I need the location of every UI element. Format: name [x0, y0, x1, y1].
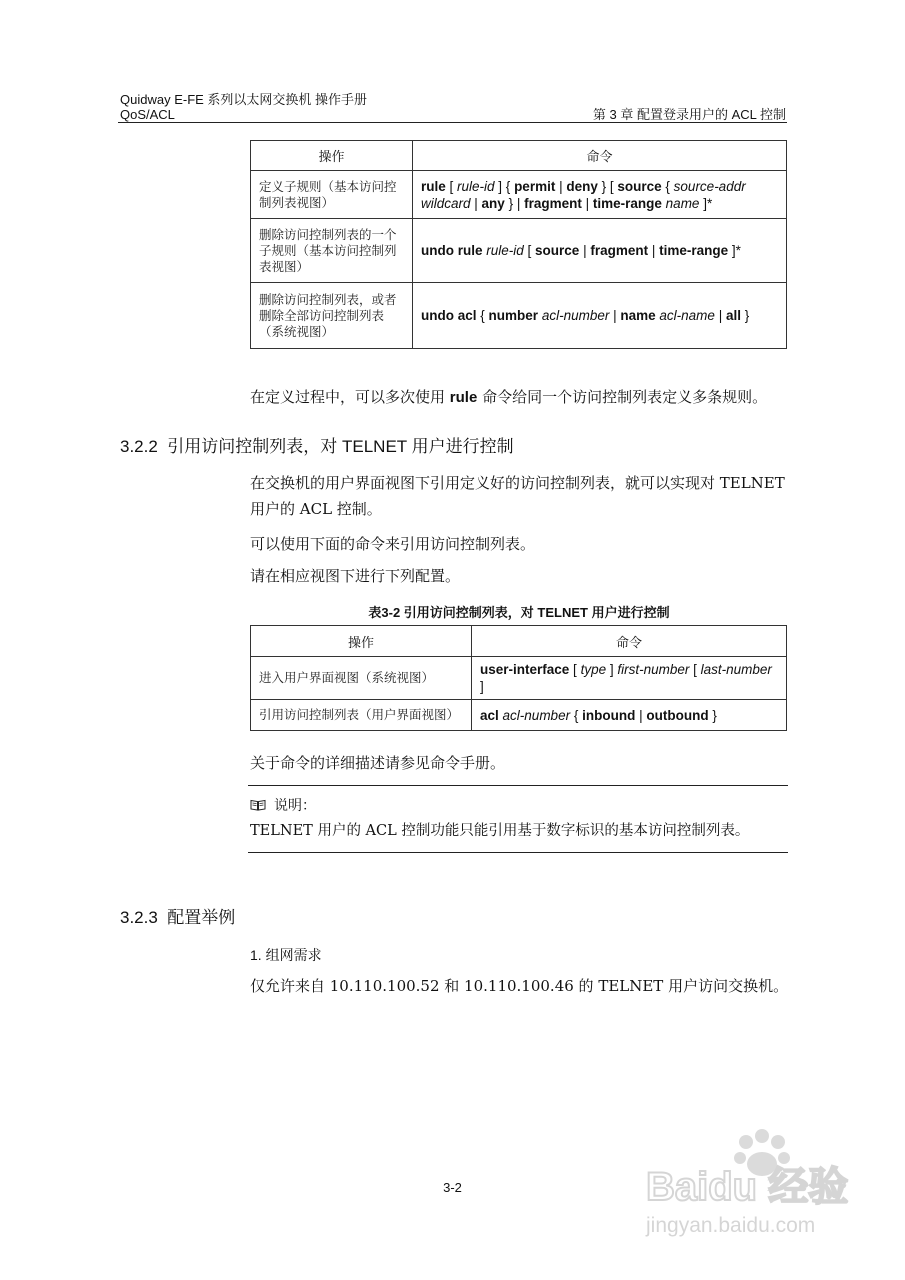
command-syntax: [ — [569, 662, 581, 677]
command-keyword: undo acl — [421, 308, 477, 323]
paragraph-commands: 可以使用下面的命令来引用访问控制列表。 — [250, 535, 536, 553]
command-parameter: rule-id — [457, 178, 495, 194]
command-syntax: } | — [504, 195, 525, 211]
command-keyword: rule — [421, 178, 446, 194]
table1-row1-operation: 定义子规则（基本访问控制列表视图） — [251, 171, 413, 219]
command-keyword: deny — [566, 178, 598, 194]
page-number: 3-2 — [443, 1180, 462, 1195]
command-keyword: outbound — [646, 707, 709, 723]
watermark-url: jingyan.baidu.com — [646, 1214, 816, 1237]
table1-row1-command — [413, 171, 787, 219]
paragraph-rule-usage: 在定义过程中，可以多次使用 rule 命令给同一个访问控制列表定义多条规则。 — [250, 388, 768, 406]
watermark-brand: Baidu 经验 — [646, 1165, 849, 1209]
command-syntax: | — [714, 308, 726, 323]
chapter-title: 第 3 章 配置登录用户的 ACL 控制 — [592, 107, 786, 122]
table1-row2-operation: 删除访问控制列表的一个子规则（基本访问控制列表视图） — [251, 219, 413, 283]
command-syntax: { — [570, 707, 583, 723]
rule-keyword: rule — [449, 389, 478, 406]
book-icon — [250, 799, 266, 811]
table2-row1-command — [472, 657, 787, 700]
command-keyword: source — [617, 178, 662, 194]
command-syntax: | — [579, 243, 591, 258]
command-syntax: } [ — [597, 178, 618, 194]
command-syntax: ]* — [699, 195, 713, 211]
note-label: 说明： — [274, 797, 316, 813]
table-row — [251, 171, 787, 219]
table-row — [251, 283, 787, 349]
command-parameter: acl-name — [659, 308, 715, 323]
command-parameter: acl-number — [502, 707, 571, 723]
command-syntax: [ — [523, 243, 536, 258]
table2-caption: 表3-2 引用访问控制列表，对 TELNET 用户进行控制 — [368, 605, 670, 620]
table1-header-command: 命令 — [413, 141, 787, 171]
command-keyword: permit — [514, 178, 556, 194]
command-syntax: [ — [445, 178, 458, 194]
command-syntax: [ — [689, 662, 701, 677]
command-parameter: name — [665, 195, 700, 211]
section-heading-3-2-3: 3.2.3 配置举例 — [120, 908, 236, 927]
command-keyword: time-range — [659, 243, 729, 258]
command-syntax: | — [609, 308, 621, 323]
note-top-rule — [248, 785, 788, 786]
command-syntax: { — [476, 308, 489, 323]
command-keyword: source — [535, 243, 580, 258]
command-keyword: fragment — [590, 243, 649, 258]
table1-row3-command — [413, 283, 787, 349]
table-row — [251, 657, 787, 700]
table2-header-command: 命令 — [472, 626, 787, 657]
command-syntax: | — [581, 195, 593, 211]
command-parameter: acl-number — [541, 308, 610, 323]
table1-row3-operation: 删除访问控制列表，或者删除全部访问控制列表（系统视图） — [251, 283, 413, 349]
note-bottom-rule — [248, 852, 788, 853]
table2-row2-command — [472, 700, 787, 731]
command-syntax: { — [661, 178, 674, 194]
manual-title: Quidway E-FE 系列以太网交换机 操作手册 — [120, 92, 368, 107]
command-keyword: any — [481, 195, 505, 211]
command-syntax: | — [635, 707, 647, 723]
command-syntax: ] { — [494, 178, 515, 194]
table1-row2-command — [413, 219, 787, 283]
command-syntax: ] — [606, 662, 618, 677]
table-row — [251, 219, 787, 283]
command-syntax: | — [648, 243, 660, 258]
table2-row1-operation: 进入用户界面视图（系统视图） — [251, 657, 472, 700]
command-parameter: type — [580, 662, 607, 677]
paragraph-requirement: 仅允许来自 10.110.100.52 和 10.110.100.46 的 TELNET 用户访问交换机。 — [250, 977, 789, 995]
table2-header-operation: 操作 — [251, 626, 472, 657]
paragraph-detail: 关于命令的详细描述请参见命令手册。 — [250, 754, 506, 772]
baidu-watermark-logo — [644, 1128, 874, 1246]
command-parameter: first-number — [617, 662, 690, 677]
command-keyword: all — [725, 308, 741, 323]
command-keyword: time-range — [592, 195, 662, 211]
table-row — [251, 700, 787, 731]
command-keyword: undo rule — [421, 243, 483, 258]
command-keyword: user-interface — [480, 662, 570, 677]
subsection-heading: 1. 组网需求 — [250, 947, 322, 963]
command-syntax: | — [555, 178, 567, 194]
command-table-2 — [250, 625, 787, 731]
command-parameter: last-number — [700, 662, 772, 677]
note-header — [250, 795, 316, 815]
header-rule — [118, 122, 787, 123]
paragraph-config: 请在相应视图下进行下列配置。 — [250, 567, 461, 585]
command-syntax: ]* — [728, 243, 741, 258]
note-text: TELNET 用户的 ACL 控制功能只能引用基于数字标识的基本访问控制列表。 — [250, 823, 750, 839]
command-syntax: } — [708, 707, 717, 723]
section-label: QoS/ACL — [120, 107, 175, 122]
command-keyword: acl — [480, 707, 499, 723]
command-syntax: ] — [480, 679, 484, 694]
table1-header-operation: 操作 — [251, 141, 413, 171]
command-keyword: fragment — [524, 195, 582, 211]
command-keyword: inbound — [582, 707, 636, 723]
command-parameter: source-addr wildcard — [421, 178, 746, 211]
command-keyword: number — [488, 308, 539, 323]
table2-row2-operation: 引用访问控制列表（用户界面视图） — [251, 700, 472, 731]
command-syntax: | — [470, 195, 482, 211]
command-table-1 — [250, 140, 787, 349]
paragraph-intro: 在交换机的用户界面视图下引用定义好的访问控制列表，就可以实现对 TELNET 用户的 ACL 控制。 — [250, 474, 785, 518]
command-parameter: rule-id — [486, 243, 524, 258]
command-syntax: } — [740, 308, 750, 323]
section-heading-3-2-2: 3.2.2 引用访问控制列表，对 TELNET 用户进行控制 — [120, 437, 514, 456]
command-keyword: name — [620, 308, 656, 323]
